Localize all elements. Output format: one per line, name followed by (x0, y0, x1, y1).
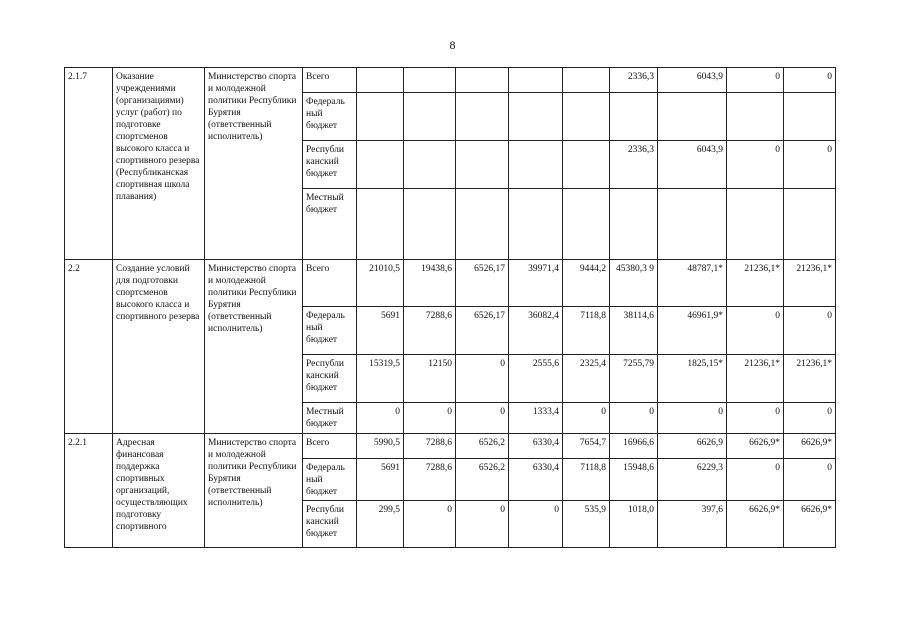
amount-cell: 6043,9 (658, 68, 727, 93)
amount-cell (456, 189, 509, 260)
amount-cell: 6526,2 (456, 434, 509, 459)
amount-cell (784, 93, 836, 141)
amount-cell (658, 93, 727, 141)
amount-cell: 7118,8 (563, 459, 610, 501)
amount-cell: 19438,6 (404, 260, 456, 307)
funding-source: Всего (303, 434, 357, 459)
amount-cell: 21236,1* (784, 355, 836, 403)
amount-cell: 0 (658, 403, 727, 434)
amount-cell: 2555,6 (509, 355, 563, 403)
amount-cell: 12150 (404, 355, 456, 403)
amount-cell (357, 93, 404, 141)
amount-cell: 7288,6 (404, 459, 456, 501)
amount-cell: 9444,2 (563, 260, 610, 307)
amount-cell: 6526,2 (456, 459, 509, 501)
amount-cell: 21236,1* (727, 355, 784, 403)
amount-cell: 38114,6 (610, 307, 658, 355)
amount-cell (563, 93, 610, 141)
amount-cell (610, 93, 658, 141)
funding-source: Местный бюджет (303, 189, 357, 260)
amount-cell: 15319,5 (357, 355, 404, 403)
amount-cell: 0 (784, 141, 836, 189)
amount-cell: 21236,1* (784, 260, 836, 307)
amount-cell: 1018,0 (610, 501, 658, 548)
amount-cell (509, 189, 563, 260)
amount-cell: 6526,17 (456, 307, 509, 355)
amount-cell: 2325,4 (563, 355, 610, 403)
section-executor: Министерство спорта и молодежной политики Республики Бурятия (ответственный исполнитель) (205, 260, 303, 434)
amount-cell (727, 189, 784, 260)
amount-cell: 0 (563, 403, 610, 434)
funding-source: Республи канский бюджет (303, 501, 357, 548)
amount-cell: 6626,9* (727, 501, 784, 548)
amount-cell: 0 (784, 68, 836, 93)
amount-cell: 2336,3 (610, 141, 658, 189)
amount-cell: 6626,9* (727, 434, 784, 459)
table-row (65, 68, 836, 93)
amount-cell: 0 (456, 355, 509, 403)
page-number: 8 (449, 38, 456, 52)
budget-table (64, 67, 836, 548)
amount-cell (456, 93, 509, 141)
amount-cell: 0 (784, 459, 836, 501)
section-executor: Министерство спорта и молодежной политики Республики Бурятия (ответственный исполнитель) (205, 68, 303, 260)
amount-cell (610, 189, 658, 260)
section-executor: Министерство спорта и молодежной политики Республики Бурятия (ответственный исполнитель) (205, 434, 303, 548)
amount-cell: 2336,3 (610, 68, 658, 93)
amount-cell: 0 (784, 403, 836, 434)
amount-cell: 7288,6 (404, 434, 456, 459)
amount-cell (563, 141, 610, 189)
amount-cell: 5990,5 (357, 434, 404, 459)
amount-cell (456, 68, 509, 93)
amount-cell (357, 141, 404, 189)
amount-cell: 0 (610, 403, 658, 434)
amount-cell: 0 (404, 501, 456, 548)
amount-cell: 5691 (357, 459, 404, 501)
amount-cell: 397,6 (658, 501, 727, 548)
amount-cell: 36082,4 (509, 307, 563, 355)
amount-cell: 15948,6 (610, 459, 658, 501)
amount-cell: 0 (784, 307, 836, 355)
funding-source: Федераль ный бюджет (303, 459, 357, 501)
amount-cell: 7255,79 (610, 355, 658, 403)
amount-cell (404, 93, 456, 141)
funding-source: Федераль ный бюджет (303, 307, 357, 355)
amount-cell: 1825,15* (658, 355, 727, 403)
table-row (65, 260, 836, 307)
funding-source: Всего (303, 260, 357, 307)
amount-cell: 48787,1* (658, 260, 727, 307)
amount-cell: 0 (727, 68, 784, 93)
amount-cell (563, 68, 610, 93)
amount-cell: 0 (727, 459, 784, 501)
amount-cell: 0 (727, 141, 784, 189)
amount-cell: 0 (509, 501, 563, 548)
amount-cell (727, 93, 784, 141)
amount-cell: 7288,6 (404, 307, 456, 355)
amount-cell: 7654,7 (563, 434, 610, 459)
funding-source: Республи канский бюджет (303, 141, 357, 189)
section-code: 2.2.1 (65, 434, 113, 548)
amount-cell (456, 141, 509, 189)
amount-cell (784, 189, 836, 260)
section-code: 2.2 (65, 260, 113, 434)
section-name: Оказание учреждениями (организациями) услуг (работ) по подготовке спортсменов высокого класса и спортивного резерва (Республиканская спортивная школа плавания) (113, 68, 205, 260)
funding-source: Всего (303, 68, 357, 93)
amount-cell (357, 68, 404, 93)
funding-source: Республи канский бюджет (303, 355, 357, 403)
amount-cell: 39971,4 (509, 260, 563, 307)
amount-cell: 6626,9* (784, 434, 836, 459)
amount-cell: 21010,5 (357, 260, 404, 307)
section-name: Адресная финансовая поддержка спортивных организаций, осуществляющих подготовку спортивного (113, 434, 205, 548)
section-name: Создание условий для подготовки спортсменов высокого класса и спортивного резерва (113, 260, 205, 434)
amount-cell: 0 (727, 307, 784, 355)
amount-cell: 1333,4 (509, 403, 563, 434)
amount-cell: 6526,17 (456, 260, 509, 307)
amount-cell (563, 189, 610, 260)
funding-source: Местный бюджет (303, 403, 357, 434)
amount-cell (404, 141, 456, 189)
amount-cell: 0 (727, 403, 784, 434)
amount-cell: 7118,8 (563, 307, 610, 355)
table-row (65, 434, 836, 459)
funding-source: Федераль ный бюджет (303, 93, 357, 141)
amount-cell (658, 189, 727, 260)
amount-cell: 6229,3 (658, 459, 727, 501)
amount-cell: 16966,6 (610, 434, 658, 459)
amount-cell (509, 141, 563, 189)
amount-cell (404, 189, 456, 260)
amount-cell: 535,9 (563, 501, 610, 548)
amount-cell: 0 (456, 403, 509, 434)
section-code: 2.1.7 (65, 68, 113, 260)
amount-cell: 299,5 (357, 501, 404, 548)
amount-cell (404, 68, 456, 93)
amount-cell: 6330,4 (509, 459, 563, 501)
amount-cell (509, 93, 563, 141)
amount-cell: 6043,9 (658, 141, 727, 189)
amount-cell: 46961,9* (658, 307, 727, 355)
amount-cell: 0 (404, 403, 456, 434)
amount-cell (509, 68, 563, 93)
amount-cell: 6626,9 (658, 434, 727, 459)
amount-cell: 6626,9* (784, 501, 836, 548)
amount-cell: 21236,1* (727, 260, 784, 307)
amount-cell: 0 (456, 501, 509, 548)
amount-cell: 5691 (357, 307, 404, 355)
amount-cell (357, 189, 404, 260)
amount-cell: 6330,4 (509, 434, 563, 459)
amount-cell: 45380,3 9 (610, 260, 658, 307)
amount-cell: 0 (357, 403, 404, 434)
